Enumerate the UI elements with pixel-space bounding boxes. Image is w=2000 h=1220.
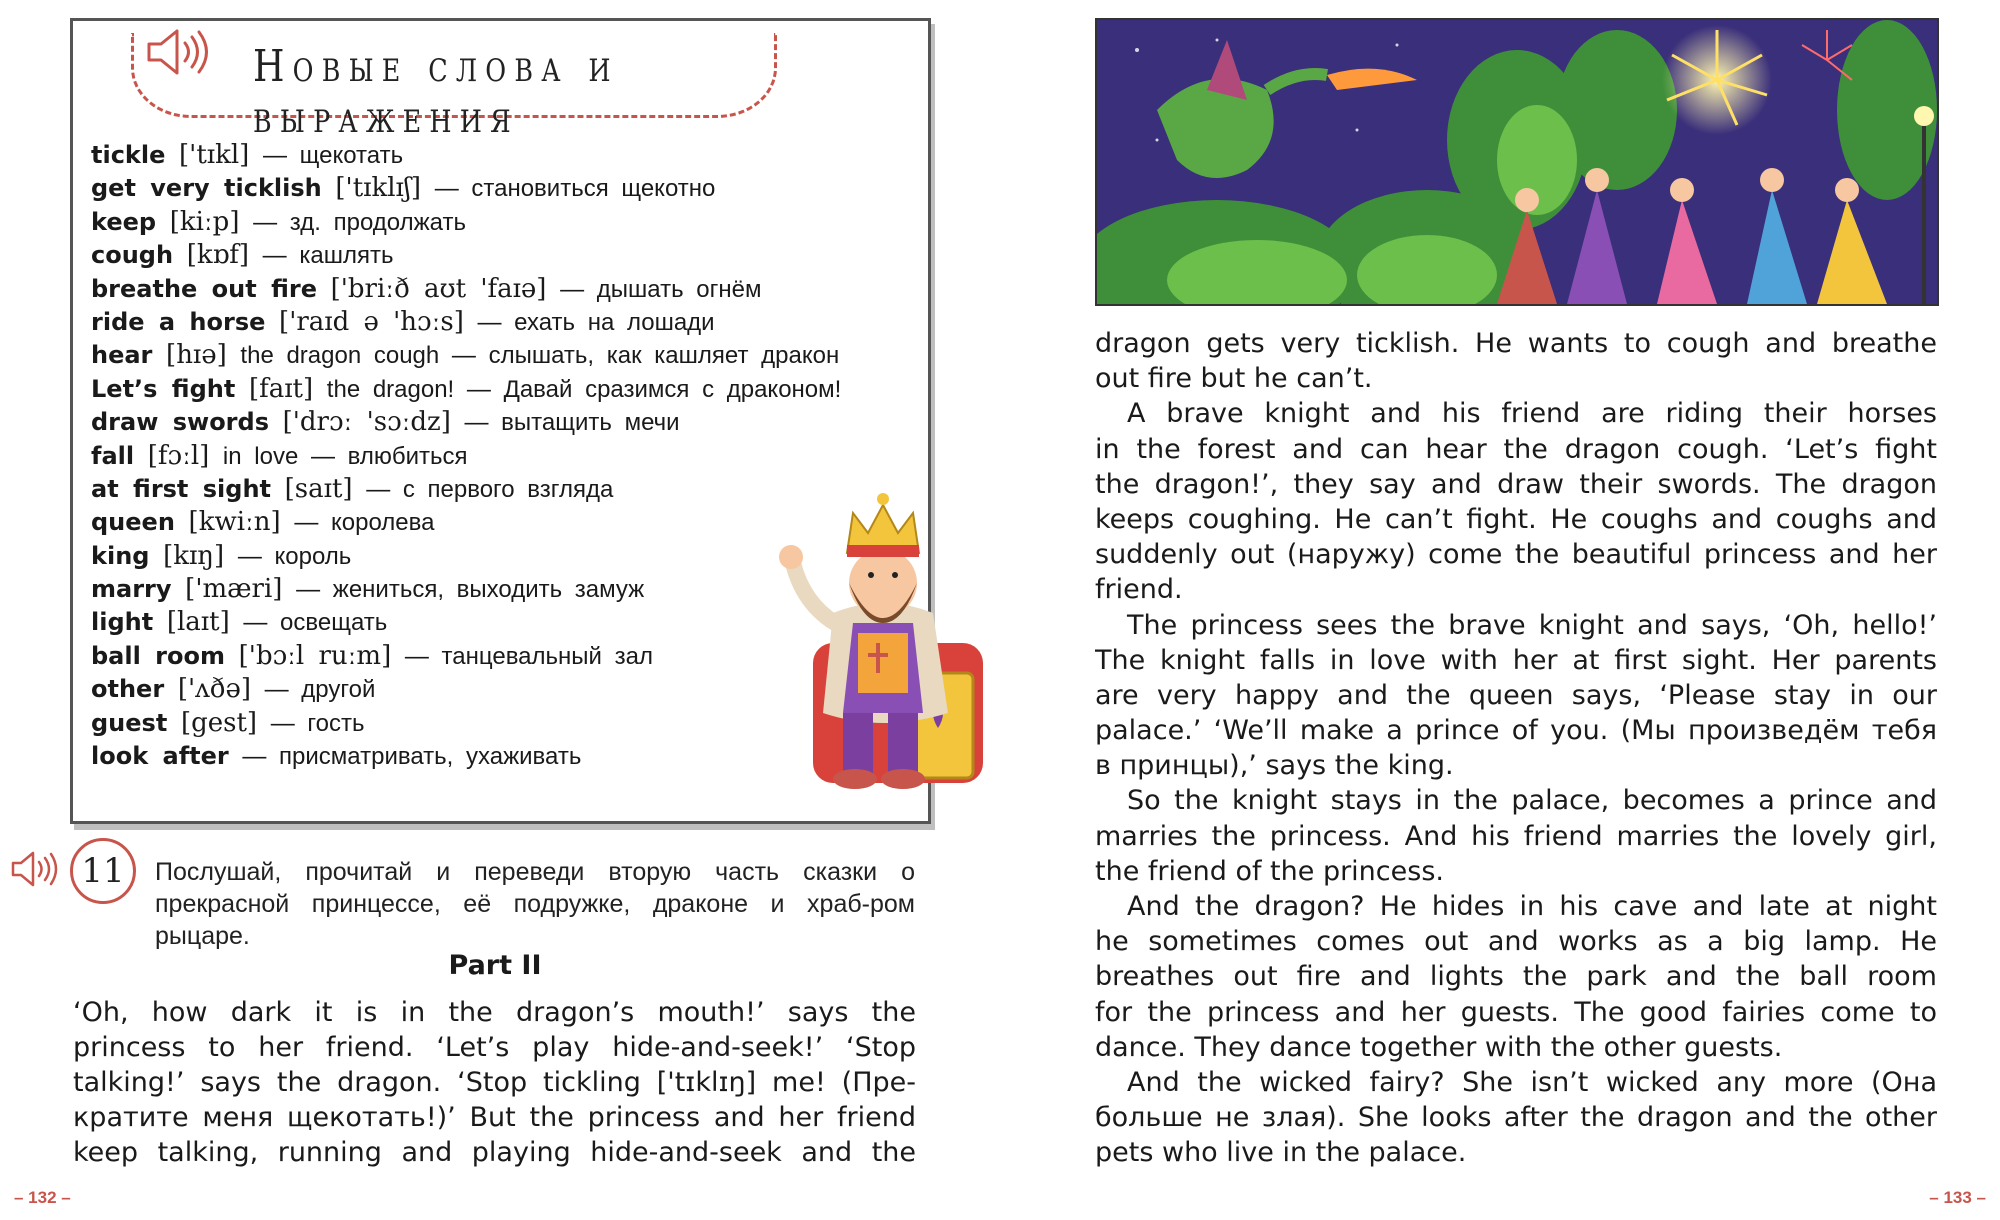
vocab-translation: — присматривать, ухаживать bbox=[242, 743, 582, 771]
vocab-word: ball room bbox=[91, 641, 226, 670]
story-line: friend. bbox=[1095, 574, 1183, 606]
story-line: в принцы),’ says the king. bbox=[1095, 750, 1454, 782]
vocab-transcription: ['mæri] bbox=[185, 574, 283, 605]
vocab-item bbox=[91, 406, 908, 439]
vocab-word: hear bbox=[91, 341, 153, 370]
vocab-item bbox=[91, 440, 908, 473]
vocab-item bbox=[91, 273, 908, 306]
vocab-word: tickle bbox=[91, 141, 166, 169]
story-line: the dragon!’, they say and draw their swords. The dragon bbox=[1095, 468, 1937, 500]
story-line: talking!’ says the dragon. ‘Stop tickling ['tɪklɪŋ] me! (Пре- bbox=[73, 1067, 916, 1098]
story-line: кратите меня щекотать!)’ But the princess and her friend bbox=[73, 1102, 916, 1133]
vocab-word: king bbox=[91, 541, 150, 570]
vocab-word: other bbox=[91, 675, 165, 704]
speaker-icon[interactable] bbox=[145, 27, 217, 77]
vocab-transcription: [kɪŋ] bbox=[163, 540, 225, 571]
story-line: The knight falls in love with her at first sight. Her parents bbox=[1095, 644, 1937, 676]
part-title: Part II bbox=[448, 950, 542, 981]
vocab-translation: — щекотать bbox=[262, 142, 404, 169]
vocab-transcription: ['tɪkl] bbox=[179, 140, 250, 170]
vocab-item bbox=[91, 339, 908, 372]
vocab-item bbox=[91, 172, 908, 205]
vocab-word: draw swords bbox=[91, 408, 269, 437]
vocab-transcription: [hɪə] bbox=[166, 340, 227, 371]
story-line: keeps coughing. He can’t fight. He coughs and coughs and bbox=[1095, 503, 1937, 535]
vocab-transcription: ['bɔːl ruːm] bbox=[238, 640, 392, 671]
vocab-word: keep bbox=[91, 207, 157, 236]
vocab-transcription: [kɒf] bbox=[186, 240, 250, 271]
story-line: A brave knight and his friend are riding their horses bbox=[1127, 398, 1937, 430]
vocab-item bbox=[91, 206, 908, 239]
story-line: the friend of the princess. bbox=[1095, 855, 1444, 887]
vocab-word: ride a horse bbox=[91, 307, 266, 336]
story-line: ‘Oh, how dark it is in the dragon’s mouth!’ says the bbox=[73, 997, 916, 1028]
story-line: he sometimes comes out and works as a big lamp. He bbox=[1095, 926, 1937, 958]
vocab-word: fall bbox=[91, 441, 135, 470]
vocab-transcription: [saɪt] bbox=[284, 473, 353, 504]
vocab-transcription: ['drɔː 'sɔːdz] bbox=[282, 407, 451, 438]
vocab-transcription: ['tɪklɪʃ] bbox=[335, 173, 422, 204]
story-line: And the dragon? He hides in his cave and late at night bbox=[1127, 891, 1937, 922]
vocab-translation: — с первого взгляда bbox=[366, 475, 614, 503]
vocab-translation: the dragon! — Давай сразимся с драконом! bbox=[326, 375, 842, 403]
vocab-translation: — жениться, выходить замуж bbox=[296, 576, 645, 604]
vocab-word: at first sight bbox=[91, 474, 272, 503]
story-line: out fire but he can’t. bbox=[1095, 363, 1373, 395]
vocab-transcription: [gest] bbox=[180, 707, 258, 738]
vocab-translation: — гость bbox=[270, 709, 365, 737]
vocab-translation: — ехать на лошади bbox=[477, 308, 715, 336]
vocab-item bbox=[91, 306, 908, 339]
vocab-word: Let’s fight bbox=[91, 374, 236, 403]
exercise-instruction: Послушай, прочитай и переведи вторую часть сказки о прекрасной принцессе, её подружке, драконе и храб-ром рыцаре. bbox=[155, 858, 915, 950]
vocab-translation: — освещать bbox=[243, 609, 388, 637]
vocab-translation: the dragon cough — слышать, как кашляет дракон bbox=[240, 342, 840, 370]
vocab-word: look after bbox=[91, 742, 229, 771]
story-line: So the knight stays in the palace, becomes a prince and bbox=[1127, 785, 1937, 817]
vocab-transcription: ['ʌðə] bbox=[177, 674, 251, 705]
vocab-translation: — танцевальный зал bbox=[404, 642, 653, 670]
vocab-translation: — зд. продолжать bbox=[253, 208, 466, 236]
vocab-transcription: [laɪt] bbox=[166, 607, 230, 638]
story-line: keep talking, running and playing hide-and-seek and the bbox=[73, 1137, 916, 1168]
vocab-word: queen bbox=[91, 508, 175, 537]
vocab-transcription: ['briːð aʊt 'faɪə] bbox=[330, 273, 547, 304]
vocab-translation: — королева bbox=[294, 509, 435, 537]
vocab-translation: in love — влюбиться bbox=[222, 442, 468, 470]
vocab-translation: — дышать огнём bbox=[560, 275, 762, 303]
vocab-transcription: [kiːp] bbox=[169, 206, 240, 237]
dragon-ball-illustration bbox=[1095, 18, 1939, 306]
vocabulary-title: Новые слова и выражения bbox=[253, 41, 619, 143]
story-line: palace.’ ‘We’ll make a prince of you. (Мы произведём тебя bbox=[1095, 715, 1937, 747]
vocab-word: get very ticklish bbox=[91, 174, 322, 203]
king-illustration bbox=[763, 483, 1003, 803]
story-left bbox=[73, 995, 916, 1170]
story-line: The princess sees the brave knight and says, ‘Oh, hello!’ bbox=[1127, 609, 1937, 641]
vocab-translation: — король bbox=[237, 542, 352, 570]
vocab-transcription: [kwiːn] bbox=[188, 507, 281, 538]
vocab-item bbox=[91, 239, 908, 272]
story-line: And the wicked fairy? She isn’t wicked any more (Она bbox=[1127, 1066, 1937, 1098]
story-line: breathes out fire and lights the park and the ball room bbox=[1095, 961, 1937, 993]
vocab-word: cough bbox=[91, 241, 174, 270]
story-line: dragon gets very ticklish. He wants to cough and breathe bbox=[1095, 328, 1937, 359]
page-number-left: – 132 – bbox=[14, 1188, 71, 1207]
vocab-translation: — вытащить мечи bbox=[464, 409, 680, 437]
story-right bbox=[1095, 326, 1937, 1171]
vocab-transcription: [faɪt] bbox=[248, 373, 314, 404]
vocab-translation: — другой bbox=[264, 676, 376, 704]
vocab-word: guest bbox=[91, 708, 168, 737]
story-line: pets who live in the palace. bbox=[1095, 1137, 1467, 1169]
right-page bbox=[1000, 0, 2000, 1220]
vocab-word: marry bbox=[91, 575, 172, 604]
vocab-translation: — кашлять bbox=[262, 242, 394, 270]
vocab-word: breathe out fire bbox=[91, 274, 317, 303]
story-line: in the forest and can hear the dragon cough. ‘Let’s fight bbox=[1095, 433, 1937, 465]
vocab-word: light bbox=[91, 608, 154, 637]
story-line: for the princess and her guests. The good fairies come to bbox=[1095, 996, 1937, 1028]
exercise-speaker-icon[interactable] bbox=[10, 850, 62, 888]
vocab-transcription: [fɔːl] bbox=[147, 440, 210, 471]
story-line: princess to her friend. ‘Let’s play hide-and-seek!’ ‘Stop bbox=[73, 1032, 916, 1063]
story-line: больше не злая). She looks after the dragon and the other bbox=[1095, 1102, 1937, 1134]
vocab-item bbox=[91, 139, 908, 172]
story-line: marries the princess. And his friend marries the lovely girl, bbox=[1095, 820, 1937, 852]
page-number-right: – 133 – bbox=[1929, 1188, 1986, 1207]
vocab-translation: — становиться щекотно bbox=[434, 175, 716, 203]
story-line: are very happy and the queen says, ‘Please stay in our bbox=[1095, 679, 1937, 711]
story-line: suddenly out (наружу) come the beautiful princess and her bbox=[1095, 539, 1937, 571]
vocab-item bbox=[91, 373, 908, 406]
exercise-number: 11 bbox=[70, 838, 136, 904]
vocab-transcription: ['raɪd ə 'hɔːs] bbox=[279, 306, 464, 337]
story-line: dance. They dance together with the other guests. bbox=[1095, 1031, 1783, 1063]
vocabulary-box bbox=[70, 18, 931, 824]
